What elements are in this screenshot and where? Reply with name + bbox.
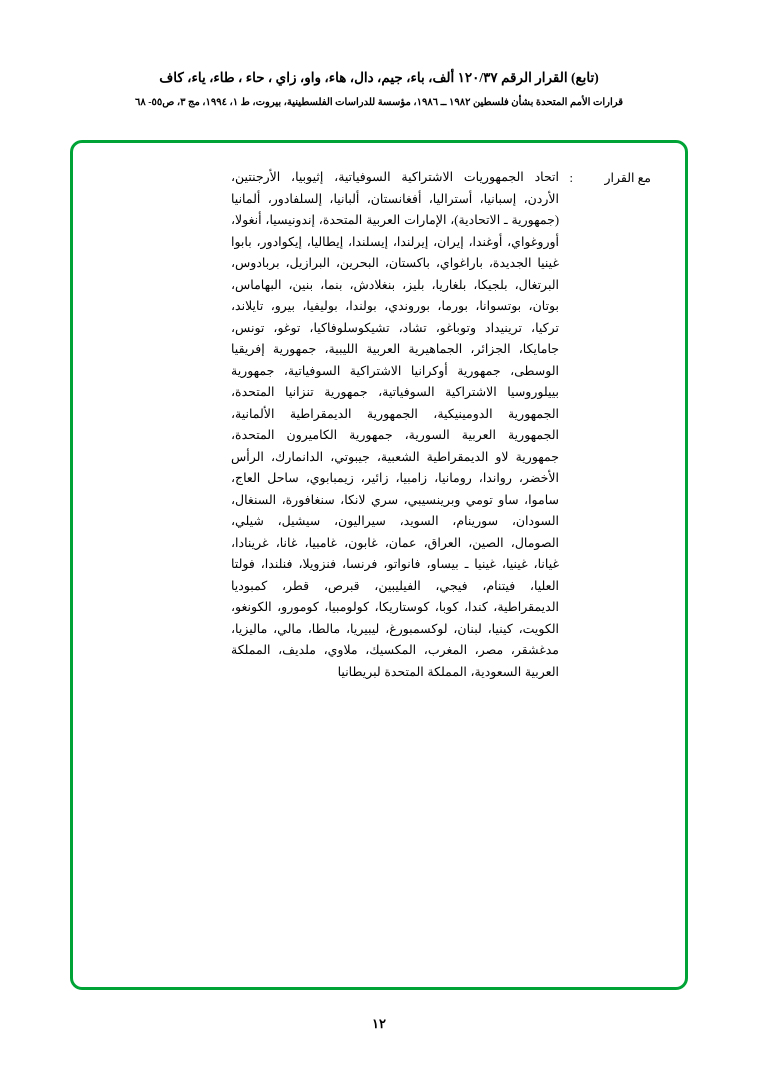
header-source-citation: قرارات الأمم المتحدة بشأن فلسطين ١٩٨٢ ــ ١٩٨٦، مؤسسة للدراسات الفلسطينية، بيروت، ط ١، ١٩٩٤، مج ٣، ص٥٥- ٦٨ — [134, 97, 624, 109]
page-number: ١٢ — [372, 1016, 386, 1031]
content-row — [231, 167, 651, 683]
content-frame — [70, 140, 688, 990]
page-header — [0, 0, 758, 111]
body-colon: : — [569, 171, 573, 185]
body-label: مع القرار — [604, 171, 651, 185]
body-text: اتحاد الجمهوريات الاشتراكية السوفياتية، إثيوبيا، الأرجنتين، الأردن، إسبانيا، أستراليا، أفغانستان، ألبانيا، إلسلفادور، ألمانيا (جمهورية ـ الاتحادية)، الإمارات العربية المتحدة، إندونيسيا، أنغولا، أوروغواي، أوغندا، إيران، إيرلندا، إيسلندا، إيطاليا، إيكوادور، بابوا غينيا الجديدة، باراغواي، باكستان، البحرين، البرازيل، بربادوس، البرتغال، بلجيكا، بلغاريا، بليز، بنغلادش، بنما، بنين، البهاماس، بوتان، بوتسوانا، بورما، بوروندي، بولندا، بوليفيا، بيرو، تايلاند، تركيا، ترينيداد وتوباغو، تشاد، تشيكوسلوفاكيا، توغو، تونس، جامايكا، الجزائر، الجماهيرية العربية الليبية، جمهورية إفريقيا الوسطى، جمهورية أوكرانيا الاشتراكية السوفياتية، جمهورية بييلوروسيا الاشتراكية السوفياتية، جمهورية تنزانيا المتحدة، الجمهورية الدومينيكية، الجمهورية الديمقراطية الألمانية، الجمهورية العربية السورية، جمهورية الكاميرون المتحدة، جمهورية لاو الديمقراطية الشعبية، جيبوتي، الدانمارك، الرأس الأخضر، رواندا، رومانيا، زامبيا، زائير، زيمبابوي، ساحل العاج، ساموا، ساو تومي وبرينسيبي، سري لانكا، سنغافورة، السنغال، السودان، سورينام، السويد، سيراليون، سيشيل، شيلي، الصومال، الصين، العراق، عمان، غابون، غامبيا، غانا، غرينادا، غيانا، غينيا، غينيا ـ بيساو، فانواتو، فرنسا، فنزويلا، فنلندا، فولتا العليا، فيتنام، فيجي، الفيليبين، قبرص، قطر، كمبوديا الديمقراطية، كندا، كوبا، كوستاريكا، كولومبيا، كومورو، الكونغو، الكويت، كينيا، لبنان، لوكسمبورغ، ليبيريا، مالطا، مالي، ماليزيا، مدغشقر، مصر، المغرب، المكسيك، ملاوي، ملديف، المملكة العربية السعودية، المملكة المتحدة لبريطانيا — [231, 170, 559, 679]
content-block — [231, 167, 651, 683]
header-title: (تابع) القرار الرقم ١٢٠/٣٧ ألف، باء، جيم، دال، هاء، واو، زاي ، حاء ، طاء، ياء، كاف — [159, 70, 599, 85]
